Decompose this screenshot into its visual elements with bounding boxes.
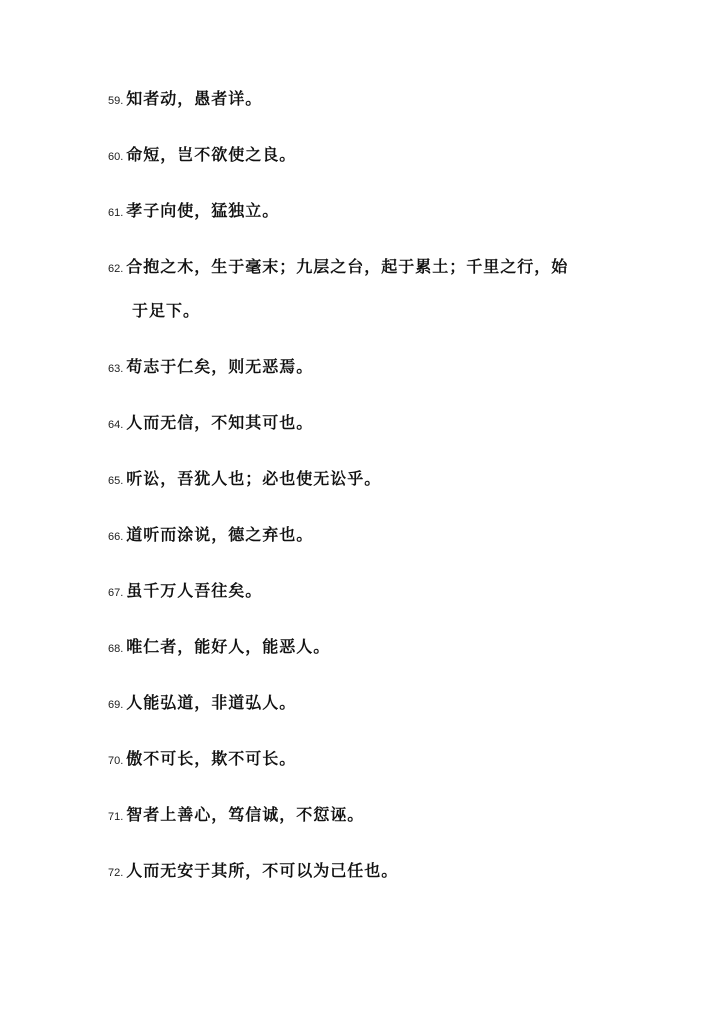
item-text: 命短，岂不欲使之良。 [126,145,297,164]
item-text: 人能弘道，非道弘人。 [126,693,297,712]
item-text-continuation: 于足下。 [132,301,201,320]
list-item [108,805,628,827]
item-number: 70. [108,755,124,767]
item-number: 63. [108,363,124,375]
item-number: 68. [108,643,124,655]
item-text: 唯仁者，能好人，能恶人。 [126,637,331,656]
item-text: 听讼，吾犹人也；必也使无讼乎。 [126,469,382,488]
list-item [108,861,628,883]
item-number: 69. [108,699,124,711]
item-number: 62. [108,263,124,275]
list-item [108,357,628,379]
list-item [108,413,628,435]
item-number: 64. [108,419,124,431]
item-text: 人而无信，不知其可也。 [126,413,314,432]
item-number: 71. [108,811,124,823]
item-text: 虽千万人吾往矣。 [126,581,263,600]
list-item [108,693,628,715]
item-number: 72. [108,867,124,879]
list-item [108,145,628,167]
list-item [108,581,628,603]
item-number: 66. [108,531,124,543]
item-number: 59. [108,95,124,107]
list-item [108,201,628,223]
list-item [108,257,628,279]
item-number: 65. [108,475,124,487]
item-text: 人而无安于其所，不可以为己任也。 [126,861,399,880]
item-number: 61. [108,207,124,219]
list-item [108,89,628,111]
item-text: 智者上善心，笃信诚，不愆诬。 [126,805,365,824]
item-text: 知者动，愚者详。 [126,89,263,108]
list-item [108,469,628,491]
item-text: 孝子向使，猛独立。 [126,201,280,220]
item-number: 67. [108,587,124,599]
item-text: 苟志于仁矣，则无恶焉。 [126,357,314,376]
item-number: 60. [108,151,124,163]
list-item [108,637,628,659]
item-text: 傲不可长，欺不可长。 [126,749,297,768]
list-item [108,525,628,547]
item-text: 合抱之木，生于毫末；九层之台，起于累土；千里之行，始 [126,257,569,276]
item-text: 道听而涂说，德之弃也。 [126,525,314,544]
list-item [108,749,628,771]
